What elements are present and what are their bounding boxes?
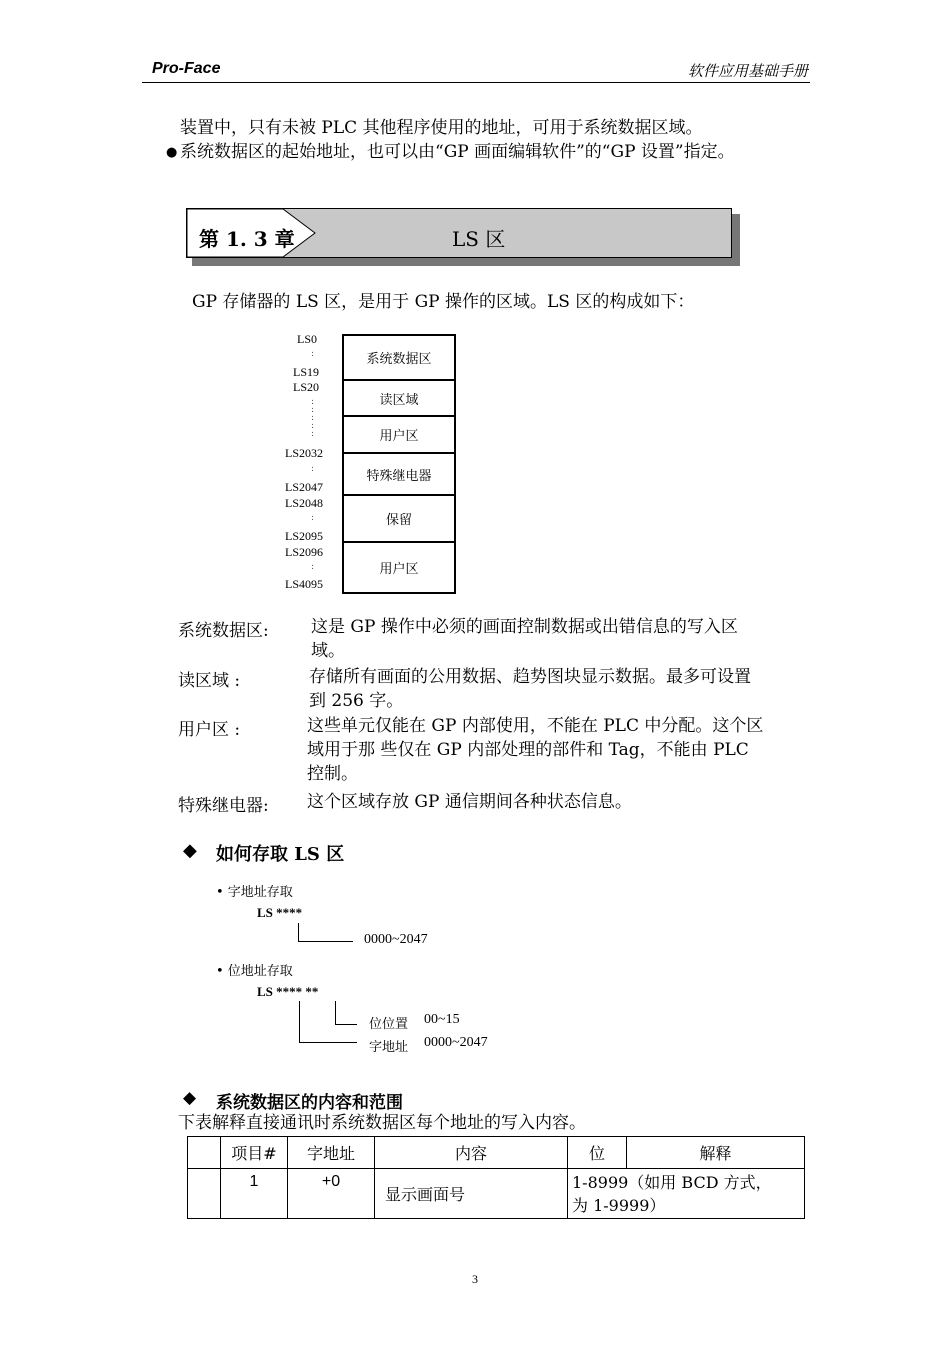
- memory-section: 用户区: [344, 417, 454, 454]
- definition-label: 用户区 :: [178, 720, 241, 740]
- bit-access-syntax: LS **** **: [257, 984, 319, 999]
- bit-position-label: 位位置: [369, 1017, 409, 1032]
- address-label: LS2032: [285, 446, 324, 460]
- table-header-row: [188, 1137, 805, 1169]
- table-cell: +0: [288, 1169, 375, 1219]
- address-label: LS2047: [285, 480, 324, 494]
- document-title: 软件应用基础手册: [687, 62, 808, 80]
- section-heading: 系统数据区的内容和范围: [216, 1093, 403, 1113]
- definition-text: 这是 GP 操作中必须的画面控制数据或出错信息的写入区 域。: [311, 617, 738, 661]
- table-row: [188, 1169, 805, 1219]
- connector-line: [298, 923, 299, 942]
- ellipsis-dots: :: [311, 562, 315, 572]
- definition-text: 这个区域存放 GP 通信期间各种状态信息。: [307, 792, 632, 812]
- address-label: LS19: [293, 365, 320, 379]
- ellipsis-dots: : : : : :: [311, 397, 315, 439]
- connector-line: [299, 1042, 357, 1043]
- ellipsis-dots: :: [311, 513, 315, 523]
- address-label: LS2095: [285, 529, 324, 543]
- connector-line: [298, 941, 353, 942]
- chapter-title: LS 区: [452, 227, 506, 251]
- definition-label: 系统数据区:: [178, 621, 269, 641]
- intro-line-2: 系统数据区的起始地址，也可以由“GP 画面编辑软件”的“GP 设置”指定。: [180, 142, 735, 162]
- connector-line: [299, 1001, 300, 1043]
- table-header-cell: 位: [568, 1137, 627, 1169]
- table-cell: 显示画面号: [375, 1169, 568, 1219]
- word-access-title: • 字地址存取: [216, 885, 293, 900]
- definition-label: 读区域 :: [178, 671, 241, 691]
- address-label: LS2096: [285, 545, 324, 559]
- table-header-cell: 内容: [375, 1137, 568, 1169]
- connector-line: [335, 1024, 357, 1025]
- memory-map-table: [342, 334, 456, 594]
- definition-text: 存储所有画面的公用数据、趋势图块显示数据。最多可设置 到 256 字。: [309, 667, 751, 711]
- diamond-bullet-icon: ◆: [183, 1088, 197, 1108]
- ellipsis-dots: :: [311, 349, 315, 359]
- memory-section: 特殊继电器: [344, 454, 454, 496]
- bit-access-title: • 位地址存取: [216, 964, 293, 979]
- word-address-range: 0000~2047: [424, 1035, 488, 1050]
- memory-section: 读区域: [344, 381, 454, 417]
- table-header-cell: 字地址: [288, 1137, 375, 1169]
- connector-line: [335, 1001, 336, 1025]
- address-label: LS0: [297, 332, 318, 346]
- table-header-cell: [188, 1137, 221, 1169]
- section-description: 下表解释直接通讯时系统数据区每个地址的写入内容。: [178, 1113, 586, 1133]
- memory-section: 系统数据区: [344, 336, 454, 381]
- word-access-syntax: LS ****: [257, 905, 303, 920]
- ellipsis-dots: :: [311, 464, 315, 474]
- table-cell: 1-8999（如用 BCD 方式， 为 1-9999）: [568, 1169, 805, 1219]
- header-divider: [142, 82, 810, 83]
- chapter-banner: [186, 208, 732, 258]
- table-cell: [188, 1169, 221, 1219]
- chapter-number: 第 1. 3 章: [199, 227, 295, 251]
- address-label: LS20: [293, 380, 320, 394]
- diamond-bullet-icon: ◆: [183, 840, 197, 861]
- section-heading: 如何存取 LS 区: [216, 844, 345, 865]
- table-header-cell: 解释: [627, 1137, 805, 1169]
- definition-text: 这些单元仅能在 GP 内部使用，不能在 PLC 中分配。这个区 域用于那 些仅在 GP 内部处理的部件和 Tag，不能由 PLC 控制。: [307, 716, 764, 784]
- page-number: 3: [472, 1272, 478, 1286]
- ls-intro: GP 存储器的 LS 区，是用于 GP 操作的区域。LS 区的构成如下：: [192, 292, 695, 312]
- word-address-label: 字地址: [369, 1040, 409, 1055]
- bullet-dot-icon: ●: [166, 145, 178, 160]
- address-label: LS2048: [285, 496, 324, 510]
- table-cell: 1: [221, 1169, 288, 1219]
- memory-section: 用户区: [379, 562, 419, 577]
- brand-name: Pro-Face: [152, 60, 221, 77]
- table-header-cell: 项目#: [221, 1137, 288, 1169]
- definition-label: 特殊继电器:: [178, 796, 269, 816]
- bit-position-range: 00~15: [424, 1012, 460, 1027]
- system-data-table: [187, 1136, 805, 1219]
- memory-section: 保留: [344, 496, 454, 543]
- word-access-range: 0000~2047: [364, 932, 428, 947]
- address-label: LS4095: [285, 577, 324, 591]
- intro-line-1: 装置中，只有未被 PLC 其他程序使用的地址，可用于系统数据区域。: [180, 118, 703, 138]
